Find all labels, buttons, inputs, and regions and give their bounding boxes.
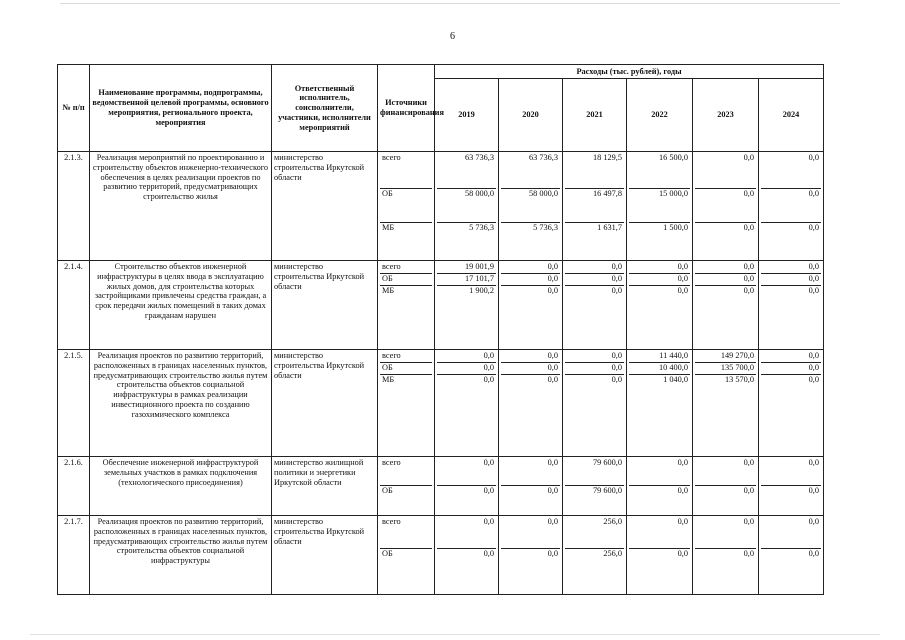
expense-cell: [759, 152, 824, 261]
expense-value: 1 040,0: [663, 375, 688, 384]
funding-source-label: МБ: [382, 223, 395, 232]
expense-value: 0,0: [437, 351, 496, 363]
expense-value: 0,0: [565, 351, 624, 363]
expense-cell: [693, 261, 759, 350]
expense-cell: [499, 152, 563, 261]
expense-value: 0,0: [761, 262, 821, 274]
expense-value: 0,0: [743, 549, 754, 558]
expense-value: 0,0: [677, 549, 688, 558]
table-row: [58, 261, 824, 350]
expense-cell: [499, 516, 563, 595]
funding-source-label: ОБ: [382, 549, 393, 558]
expense-cell: [759, 350, 824, 457]
scan-artifact-top: [60, 3, 840, 4]
expense-value: 0,0: [501, 363, 560, 375]
responsible-executor: министерство строительства Иркутской области: [272, 350, 378, 457]
expense-cell: [627, 516, 693, 595]
row-number: 2.1.3.: [58, 152, 90, 261]
header-name: Наименование программы, подпрограммы, ведомственной целевой программы, основного мероприятия, регионального проекта, мероприятия: [90, 65, 272, 152]
table-row: [58, 457, 824, 516]
expense-value: 11 440,0: [629, 351, 690, 363]
table-row: [58, 350, 824, 457]
expense-value: 5 736,3: [533, 223, 558, 232]
expense-value: 0,0: [761, 153, 821, 189]
page-number: 6: [450, 31, 455, 42]
expense-value: 0,0: [483, 486, 494, 495]
responsible-executor: министерство жилищной политики и энергетики Иркутской области: [272, 457, 378, 516]
funding-sources: [378, 350, 435, 457]
header-year: 2023: [693, 79, 759, 152]
expense-value: 0,0: [547, 549, 558, 558]
expense-value: 256,0: [565, 517, 624, 549]
expense-value: 63 736,3: [437, 153, 496, 189]
expense-value: 0,0: [808, 549, 820, 558]
expense-value: 0,0: [483, 375, 494, 384]
scan-artifact-bottom: [30, 634, 880, 635]
funding-sources: [378, 152, 435, 261]
expense-value: 0,0: [695, 262, 756, 274]
expense-cell: [759, 261, 824, 350]
expense-value: 0,0: [565, 274, 624, 286]
expense-value: 0,0: [695, 274, 756, 286]
expense-value: 58 000,0: [501, 189, 560, 223]
expense-value: 0,0: [629, 274, 690, 286]
expense-value: 0,0: [565, 262, 624, 274]
expense-value: 0,0: [501, 351, 560, 363]
expense-value: 256,0: [603, 549, 622, 558]
header-source: Источники финансирования: [378, 65, 435, 152]
expense-value: 5 736,3: [469, 223, 494, 232]
activity-name: Реализация мероприятий по проектированию и строительству объектов инженерно-технического обеспечения в целях реализации проектов по развитию территорий, предусматривающих строительство жилья: [90, 152, 272, 261]
header-year: 2020: [499, 79, 563, 152]
funding-source-label: всего: [380, 458, 432, 486]
expense-value: 0,0: [611, 286, 622, 295]
row-number: 2.1.7.: [58, 516, 90, 595]
funding-sources: [378, 457, 435, 516]
expense-cell: [627, 152, 693, 261]
row-number: 2.1.6.: [58, 457, 90, 516]
funding-source-label: МБ: [382, 375, 395, 384]
expense-value: 0,0: [629, 458, 690, 486]
expense-value: 0,0: [565, 363, 624, 375]
expense-value: 0,0: [483, 549, 494, 558]
funding-sources: [378, 516, 435, 595]
expense-cell: [435, 350, 499, 457]
header-executor: Ответственный исполнитель, соисполнители, участники, исполнители мероприятий: [272, 65, 378, 152]
expense-value: 10 400,0: [629, 363, 690, 375]
funding-source-label: всего: [380, 262, 432, 274]
expense-value: 15 000,0: [629, 189, 690, 223]
expense-value: 0,0: [761, 351, 821, 363]
responsible-executor: министерство строительства Иркутской области: [272, 261, 378, 350]
expense-value: 63 736,3: [501, 153, 560, 189]
funding-source-label: МБ: [382, 286, 395, 295]
expense-value: 0,0: [695, 517, 756, 549]
expense-value: 0,0: [501, 517, 560, 549]
expense-cell: [435, 261, 499, 350]
activity-name: Реализация проектов по развитию территорий, расположенных в границах населенных пунктов, предусматривающих строительство жилья путем строительства объектов социальной инфраструктуры: [90, 516, 272, 595]
expense-cell: [563, 350, 627, 457]
expense-value: 0,0: [695, 189, 756, 223]
expense-cell: [499, 350, 563, 457]
activity-name: Реализация проектов по развитию территорий, расположенных в границах населенных пунктов, предусматривающих строительство жилья путем строительства объектов социальной инфраструктуры в рамках реализации инвестиционного проекта по созданию газохимического комплекса: [90, 350, 272, 457]
expense-value: 16 497,8: [565, 189, 624, 223]
funding-sources: [378, 261, 435, 350]
expense-value: 0,0: [629, 262, 690, 274]
table-row: [58, 516, 824, 595]
activity-name: Обеспечение инженерной инфраструктурой земельных участков в рамках подключения (технологического присоединения): [90, 457, 272, 516]
budget-table: [57, 64, 824, 595]
expense-cell: [435, 516, 499, 595]
expense-value: 0,0: [695, 458, 756, 486]
expense-value: 0,0: [629, 517, 690, 549]
expense-cell: [563, 457, 627, 516]
expense-value: 0,0: [501, 274, 560, 286]
expense-cell: [759, 457, 824, 516]
expense-cell: [693, 350, 759, 457]
header-year: 2021: [563, 79, 627, 152]
table-header: [58, 65, 824, 152]
expense-cell: [499, 261, 563, 350]
responsible-executor: министерство строительства Иркутской области: [272, 516, 378, 595]
funding-source-label: ОБ: [380, 274, 432, 286]
expense-value: 0,0: [761, 189, 821, 223]
funding-source-label: всего: [380, 351, 432, 363]
expense-value: 17 101,7: [437, 274, 496, 286]
expense-cell: [693, 152, 759, 261]
expense-value: 0,0: [761, 458, 821, 486]
expense-value: 19 001,9: [437, 262, 496, 274]
responsible-executor: министерство строительства Иркутской области: [272, 152, 378, 261]
table-row: [58, 152, 824, 261]
funding-source-label: ОБ: [380, 363, 432, 375]
expense-value: 79 600,0: [592, 486, 622, 495]
expense-cell: [435, 457, 499, 516]
expense-value: 0,0: [547, 375, 558, 384]
expense-value: 13 570,0: [724, 375, 754, 384]
expense-value: 1 631,7: [597, 223, 622, 232]
expense-cell: [627, 350, 693, 457]
table-body: [58, 152, 824, 595]
header-year: 2022: [627, 79, 693, 152]
funding-source-label: всего: [380, 153, 432, 189]
expense-value: 0,0: [808, 486, 820, 495]
expense-cell: [563, 152, 627, 261]
expense-value: 149 270,0: [695, 351, 756, 363]
expense-value: 0,0: [437, 517, 496, 549]
expense-value: 1 500,0: [663, 223, 688, 232]
expense-value: 0,0: [761, 517, 821, 549]
expense-value: 58 000,0: [437, 189, 496, 223]
expense-value: 1 900,2: [469, 286, 494, 295]
expense-value: 0,0: [437, 363, 496, 375]
funding-source-label: ОБ: [380, 189, 432, 223]
expense-value: 79 600,0: [565, 458, 624, 486]
expense-value: 0,0: [501, 458, 560, 486]
row-number: 2.1.5.: [58, 350, 90, 457]
funding-source-label: ОБ: [382, 486, 393, 495]
expense-cell: [693, 516, 759, 595]
expense-value: 16 500,0: [629, 153, 690, 189]
funding-source-label: всего: [380, 517, 432, 549]
expense-value: 0,0: [677, 286, 688, 295]
expense-cell: [563, 516, 627, 595]
expense-value: 0,0: [547, 286, 558, 295]
header-expenses: Расходы (тыс. рублей), годы: [435, 65, 824, 79]
expense-cell: [759, 516, 824, 595]
expense-value: 0,0: [743, 486, 754, 495]
expense-cell: [693, 457, 759, 516]
expense-value: 0,0: [743, 223, 754, 232]
expense-value: 0,0: [677, 486, 688, 495]
expense-value: 135 700,0: [695, 363, 756, 375]
expense-cell: [499, 457, 563, 516]
header-year: 2024: [759, 79, 824, 152]
expense-value: 0,0: [743, 286, 754, 295]
expense-cell: [563, 261, 627, 350]
expense-value: 0,0: [695, 153, 756, 189]
activity-name: Строительство объектов инженерной инфраструктуры в целях ввода в эксплуатацию жилых домов, для строительства которых застройщиками привлечены средства граждан, а срок передачи жилых помещений в таких домах гражданам нарушен: [90, 261, 272, 350]
expense-value: 0,0: [808, 375, 820, 384]
header-year: 2019: [435, 79, 499, 152]
expense-value: 0,0: [761, 274, 821, 286]
expense-value: 0,0: [437, 458, 496, 486]
expense-value: 0,0: [808, 286, 820, 295]
header-num: № п/п: [58, 65, 90, 152]
row-number: 2.1.4.: [58, 261, 90, 350]
expense-cell: [627, 457, 693, 516]
expense-value: 0,0: [808, 223, 820, 232]
expense-value: 0,0: [761, 363, 821, 375]
expense-cell: [435, 152, 499, 261]
expense-value: 18 129,5: [565, 153, 624, 189]
expense-value: 0,0: [501, 262, 560, 274]
expense-cell: [627, 261, 693, 350]
expense-value: 0,0: [547, 486, 558, 495]
expense-value: 0,0: [611, 375, 622, 384]
